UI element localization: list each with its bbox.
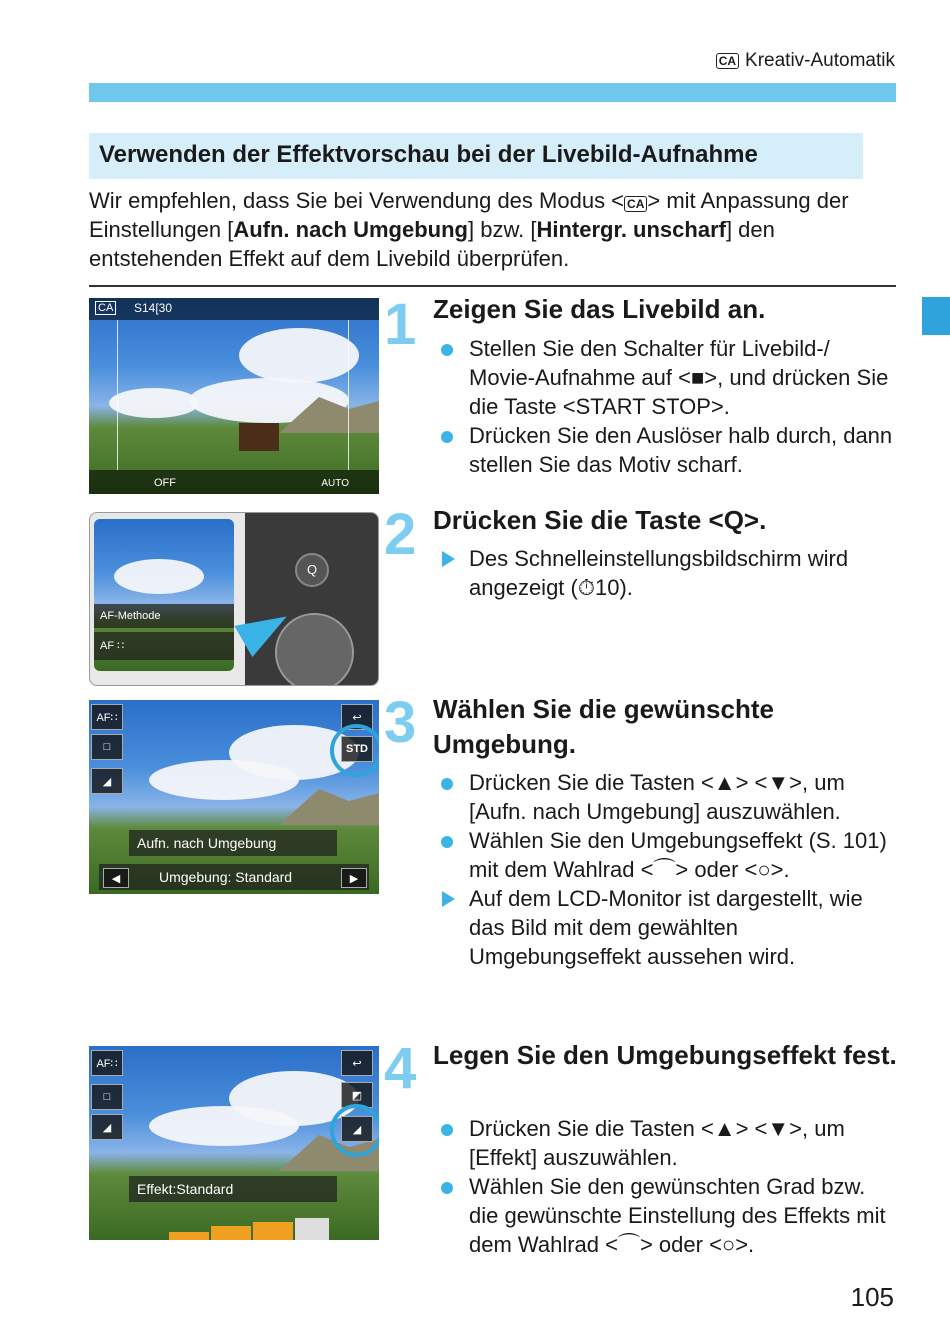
item-text: Wählen Sie den Umgebungseffekt (S. 101) mit dem Wahlrad <⌒> oder <○>. (469, 828, 887, 882)
highlight-ring (330, 724, 379, 777)
camera-back-illustration (89, 512, 379, 686)
effect-level-icon: ◢ (341, 1116, 373, 1142)
list-item (440, 826, 900, 884)
image-quality-icon: ◢ (91, 768, 123, 794)
right-arrow-icon: ▶ (341, 868, 367, 888)
item-text: Wählen Sie den gewünschten Grad bzw. die gewünschte Einstellung des Effekts mit dem Wahlrad <⌒> oder <○>. (469, 1174, 886, 1257)
step-number-4: 4 (384, 1036, 417, 1101)
list-item (440, 768, 900, 826)
list-item (440, 334, 900, 421)
page-number: 105 (850, 1282, 894, 1312)
left-arrow-icon: ◀ (103, 868, 129, 888)
result-arrow-icon (442, 551, 455, 567)
intro-text-3: ] bzw. [ (467, 217, 537, 242)
step-number-1: 1 (384, 292, 417, 357)
page-header (716, 50, 895, 72)
ambience-label: Aufn. nach Umgebung (129, 830, 337, 856)
item-text: Drücken Sie den Auslöser halb durch, dann stellen Sie das Motiv scharf. (469, 423, 893, 477)
step-number-2: 2 (384, 502, 417, 567)
intro-text-4: ] den entstehenden Effekt auf dem Livebild überprüfen. (89, 217, 775, 271)
af-method-label: AF-Methode (94, 604, 234, 628)
flash-off-label: OFF (154, 477, 176, 489)
creative-auto-icon: CA (624, 196, 647, 212)
header-bar (89, 83, 896, 102)
list-item (440, 421, 900, 479)
item-text: Drücken Sie die Tasten <▲> <▼>, um [Effekt] auszuwählen. (469, 1116, 845, 1170)
effect-level-bar (169, 1218, 329, 1240)
ambience-value: Umgebung: Standard (99, 864, 369, 890)
image-quality-icon: ◢ (91, 1114, 123, 1140)
section-title: Verwenden der Effektvorschau bei der Livebild-Aufnahme (89, 133, 863, 179)
item-text: Drücken Sie die Tasten <▲> <▼>, um [Aufn. nach Umgebung] auszuwählen. (469, 770, 845, 824)
step-1-list (440, 334, 900, 479)
af-options: AF ∷ (94, 632, 234, 660)
bullet-icon (441, 344, 453, 356)
intro-bold-1: Aufn. nach Umgebung (233, 217, 468, 242)
bullet-icon (441, 778, 453, 790)
step-3-list (440, 768, 900, 971)
bullet-icon (441, 431, 453, 443)
step-number-3: 3 (384, 690, 417, 755)
step-title-4: Legen Sie den Umgebungseffekt fest. (433, 1040, 897, 1070)
af-icon: AF∷ (91, 704, 123, 730)
item-text: Des Schnelleinstellungsbildschirm wird angezeigt (⏱10). (469, 546, 849, 600)
list-item (440, 1172, 900, 1259)
result-arrow-icon (442, 891, 455, 907)
item-text: Stellen Sie den Schalter für Livebild-/ Movie-Aufnahme auf <■>, und drücken Sie die Taste <START STOP>. (469, 336, 889, 419)
step-2-list (440, 544, 900, 602)
ambience-icon: ◩ (341, 1082, 373, 1108)
bullet-icon (441, 1124, 453, 1136)
af-frame (117, 320, 349, 470)
af-icon: AF∷ (91, 1050, 123, 1076)
intro-text-2: > mit Anpassung der Einstellungen [ (89, 188, 849, 242)
intro-bold-2: Hintergr. unscharf (536, 217, 726, 242)
header-title: Kreativ-Automatik (745, 50, 895, 71)
shots-remaining: S14[30 (134, 301, 173, 315)
liveview-screen-3 (89, 700, 379, 894)
mode-icon: CA (95, 301, 116, 315)
side-tab (922, 297, 950, 335)
intro-paragraph (89, 186, 899, 273)
return-icon: ↩ (341, 704, 373, 730)
step-title-1: Zeigen Sie das Livebild an. (433, 294, 766, 324)
auto-label: AUTO (321, 478, 349, 489)
list-item (440, 544, 900, 602)
liveview-screen-4 (89, 1046, 379, 1240)
drive-mode-icon: □ (91, 1084, 123, 1110)
step-title-2: Drücken Sie die Taste <Q>. (433, 505, 767, 535)
step-4-list (440, 1114, 900, 1259)
effect-label: Effekt:Standard (129, 1176, 337, 1202)
bullet-icon (441, 1182, 453, 1194)
creative-auto-icon: CA (716, 53, 739, 69)
bullet-icon (441, 836, 453, 848)
step-title-3: Wählen Sie die gewünschte Umgebung. (433, 694, 774, 759)
divider (89, 285, 896, 287)
highlight-ring (330, 1104, 379, 1157)
q-button: Q (295, 553, 329, 587)
ambience-std-icon: STD (341, 736, 373, 762)
drive-mode-icon: □ (91, 734, 123, 760)
list-item (440, 1114, 900, 1172)
intro-text-1: Wir empfehlen, dass Sie bei Verwendung des Modus < (89, 188, 625, 213)
item-text: Auf dem LCD-Monitor ist dargestellt, wie das Bild mit dem gewählten Umgebungseffekt aussehen wird. (469, 886, 863, 969)
list-item (440, 884, 900, 971)
liveview-screen-1 (89, 298, 379, 494)
return-icon: ↩ (341, 1050, 373, 1076)
